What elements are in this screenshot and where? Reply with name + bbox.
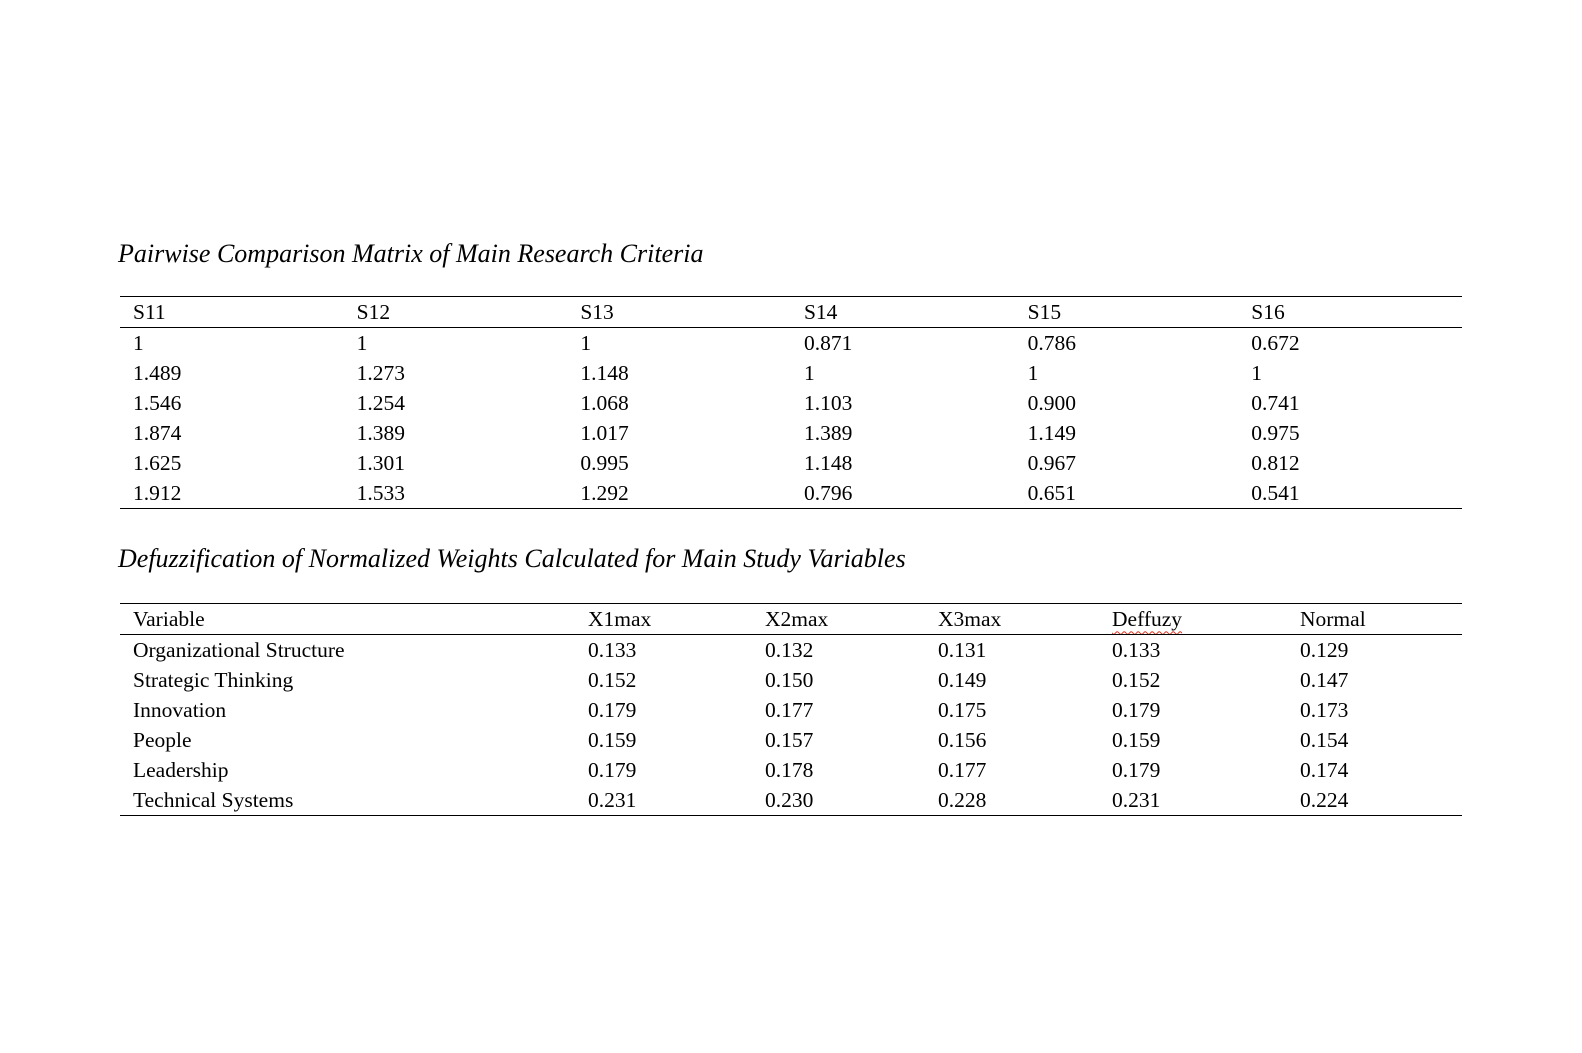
table-cell: 0.224	[1300, 787, 1349, 812]
column-header	[1015, 297, 1239, 328]
table-cell: 1.389	[356, 420, 406, 445]
table-cell: 0.796	[803, 480, 853, 505]
table-cell: 0.133	[1112, 637, 1161, 662]
table-cell: 0.131	[938, 637, 987, 662]
table-row	[120, 695, 1462, 725]
column-header-label: S12	[356, 299, 391, 324]
table-cell: 0.672	[1251, 330, 1300, 355]
table-cell: 1	[133, 330, 144, 355]
table1-caption: Pairwise Comparison Matrix of Main Research Criteria	[118, 239, 704, 268]
column-header-label: S11	[133, 299, 166, 324]
column-header-label: S13	[580, 299, 614, 324]
table-cell: 1.148	[803, 450, 853, 475]
table-cell: 0.156	[938, 727, 987, 752]
table1-header-row	[120, 297, 1462, 328]
table-cell: 0.179	[1112, 697, 1161, 722]
table-cell: 1.301	[356, 450, 406, 475]
table-row	[120, 725, 1462, 755]
column-header	[344, 297, 568, 328]
table-cell: 1	[580, 330, 592, 355]
table-cell: 1	[1251, 360, 1263, 385]
column-header-label: S16	[1251, 299, 1285, 324]
table-cell: 0.152	[588, 667, 637, 692]
table-cell: 0.129	[1300, 637, 1349, 662]
table-cell: 0.786	[1027, 330, 1076, 355]
table-cell: 1.874	[133, 420, 182, 445]
defuzzification-table	[120, 603, 1462, 816]
table-cell: 0.179	[588, 697, 637, 722]
table-cell: 1.148	[580, 360, 629, 385]
table-cell: 0.174	[1300, 757, 1349, 782]
column-header	[575, 604, 752, 635]
table-cell: 0.133	[588, 637, 637, 662]
table-cell: 0.179	[588, 757, 637, 782]
table-cell: 0.175	[938, 697, 987, 722]
column-header-label: Variable	[133, 606, 205, 631]
table-row	[120, 448, 1462, 478]
table-cell: Leadership	[133, 757, 229, 782]
table-row	[120, 358, 1462, 388]
column-header	[791, 297, 1015, 328]
column-header-label: S14	[803, 299, 838, 324]
table-cell: 0.900	[1027, 390, 1076, 415]
table-cell: Innovation	[133, 697, 227, 722]
table-row	[120, 328, 1462, 359]
column-header	[1238, 297, 1462, 328]
table-cell: 1.533	[356, 480, 406, 505]
table-cell: 0.173	[1300, 697, 1349, 722]
table-cell: 0.230	[765, 787, 814, 812]
column-header	[567, 297, 791, 328]
table-row	[120, 635, 1462, 666]
table-row	[120, 665, 1462, 695]
pairwise-comparison-table	[120, 296, 1462, 509]
table-cell: 1	[356, 330, 368, 355]
table-cell: 0.177	[765, 697, 814, 722]
table-cell: 1.625	[133, 450, 182, 475]
table-cell: 1.546	[133, 390, 182, 415]
table-cell: 0.871	[803, 330, 853, 355]
table-cell: 0.149	[938, 667, 987, 692]
table-cell: 0.159	[1112, 727, 1161, 752]
table-cell: 0.228	[938, 787, 987, 812]
column-header	[1287, 604, 1462, 635]
column-header	[1099, 604, 1287, 635]
table-cell: 1.389	[803, 420, 853, 445]
table-cell: 1.017	[580, 420, 629, 445]
table-row	[120, 418, 1462, 448]
table-cell: 0.159	[588, 727, 637, 752]
table-row	[120, 478, 1462, 509]
column-header	[120, 297, 344, 328]
column-header	[925, 604, 1099, 635]
table-cell: 1.103	[803, 390, 853, 415]
table-cell: 0.995	[580, 450, 629, 475]
table-cell: 1.149	[1027, 420, 1076, 445]
table-cell: People	[133, 727, 192, 752]
table-cell: 0.231	[1112, 787, 1161, 812]
column-header	[120, 604, 575, 635]
table-cell: 1	[1027, 360, 1039, 385]
table-cell: 1.292	[580, 480, 629, 505]
column-header-label: X3max	[938, 606, 1002, 631]
column-header-label: S15	[1027, 299, 1062, 324]
table-cell: 0.231	[588, 787, 637, 812]
table-cell: 0.975	[1251, 420, 1300, 445]
table-row	[120, 755, 1462, 785]
table-cell: 1.273	[356, 360, 406, 385]
table-cell: 0.178	[765, 757, 814, 782]
table-cell: 0.967	[1027, 450, 1076, 475]
table2-header-row	[120, 604, 1462, 635]
table-row	[120, 388, 1462, 418]
table-cell: 0.147	[1300, 667, 1349, 692]
table-cell: 0.177	[938, 757, 987, 782]
table-cell: 0.741	[1251, 390, 1300, 415]
table-cell: 0.651	[1027, 480, 1076, 505]
column-header-label: X1max	[588, 606, 652, 631]
table-cell: 0.132	[765, 637, 814, 662]
table2-caption: Defuzzification of Normalized Weights Calculated for Main Study Variables	[118, 544, 906, 573]
table-cell: 0.157	[765, 727, 814, 752]
column-header	[752, 604, 925, 635]
table-row	[120, 785, 1462, 816]
table-cell: 0.541	[1251, 480, 1300, 505]
table-cell: 1	[803, 360, 815, 385]
table-cell: 1.068	[580, 390, 629, 415]
table-cell: 0.179	[1112, 757, 1161, 782]
column-header-label: X2max	[765, 606, 829, 631]
table-cell: Strategic Thinking	[133, 667, 294, 692]
table-cell: 0.812	[1251, 450, 1300, 475]
column-header-label: Normal	[1300, 606, 1366, 631]
table-cell: 0.152	[1112, 667, 1161, 692]
table-cell: 0.154	[1300, 727, 1349, 752]
table-cell: Technical Systems	[133, 787, 294, 812]
table-cell: 1.254	[356, 390, 406, 415]
table-cell: Organizational Structure	[133, 637, 345, 662]
table-cell: 0.150	[765, 667, 814, 692]
table-cell: 1.912	[133, 480, 182, 505]
table-cell: 1.489	[133, 360, 182, 385]
column-header-label: Deffuzy	[1112, 606, 1183, 631]
